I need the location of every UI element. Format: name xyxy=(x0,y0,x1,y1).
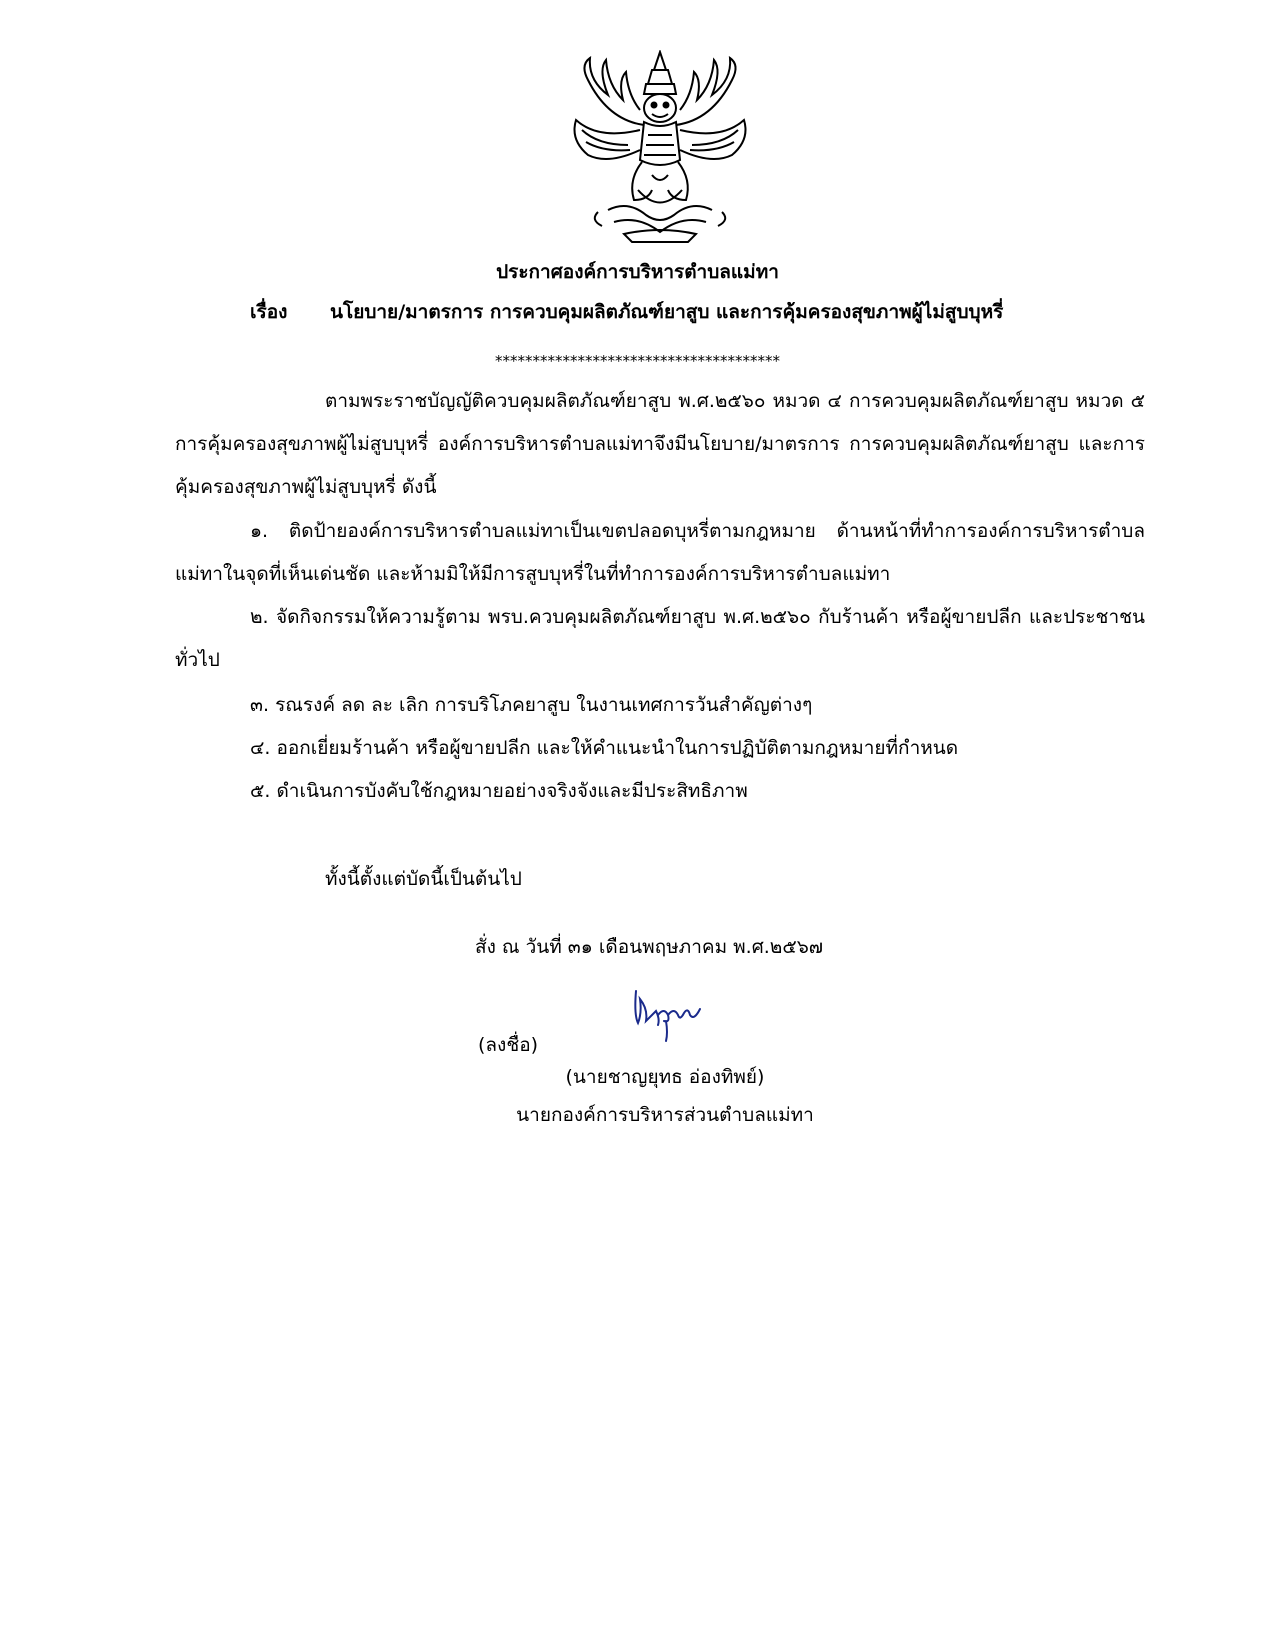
policy-item-1: ๑. ติดป้ายองค์การบริหารตำบลแม่ทาเป็นเขตปลอดบุหรี่ตามกฎหมาย ด้านหน้าที่ทำการองค์การบริหารตำบลแม่ทาในจุดที่เห็นเด่นชัด และห้ามมิให้มีการสูบบุหรี่ในที่ทำการองค์การบริหารตำบลแม่ทา xyxy=(175,520,1145,585)
intro-paragraph: ตามพระราชบัญญัติควบคุมผลิตภัณฑ์ยาสูบ พ.ศ.๒๕๖๐ หมวด ๔ การควบคุมผลิตภัณฑ์ยาสูบ หมวด ๕ การคุ้มครองสุขภาพผู้ไม่สูบบุหรี่ องค์การบริหารตำบลแม่ทาจึงมีนโยบาย/มาตรการ การควบคุมผลิตภัณฑ์ยาสูบ และการคุ้มครองสุขภาพผู้ไม่สูบบุหรี่ ดังนี้ xyxy=(175,390,1145,498)
signer-name: (นายชาญยุทธ อ่องทิพย์) xyxy=(565,1066,765,1088)
policy-item-3: ๓. รณรงค์ ลด ละ เลิก การบริโภคยาสูบ ในงานเทศการวันสำคัญต่างๆ xyxy=(250,694,813,716)
separator-stars: ************************************** xyxy=(495,352,780,370)
closing-statement: ทั้งนี้ตั้งแต่บัดนี้เป็นต้นไป xyxy=(325,868,522,890)
policy-item-2: ๒. จัดกิจกรรมให้ความรู้ตาม พรบ.ควบคุมผลิตภัณฑ์ยาสูบ พ.ศ.๒๕๖๐ กับร้านค้า หรือผู้ขายปลีก และประชาชนทั่วไป xyxy=(175,606,1145,671)
signer-position: นายกองค์การบริหารส่วนตำบลแม่ทา xyxy=(516,1104,814,1126)
sign-label: (ลงชื่อ) xyxy=(478,1034,539,1056)
issue-date: สั่ง ณ วันที่ ๓๑ เดือนพฤษภาคม พ.ศ.๒๕๖๗ xyxy=(475,936,824,958)
subject-line xyxy=(250,297,1003,327)
document-title: ประกาศองค์การบริหารตำบลแม่ทา xyxy=(496,261,779,283)
policy-item-5: ๕. ดำเนินการบังคับใช้กฎหมายอย่างจริงจังและมีประสิทธิภาพ xyxy=(250,780,748,802)
policy-item-4: ๔. ออกเยี่ยมร้านค้า หรือผู้ขายปลีก และให้คำแนะนำในการปฏิบัติตามกฎหมายที่กำหนด xyxy=(250,737,959,759)
handwritten-signature-icon xyxy=(630,985,710,1045)
garuda-emblem-icon xyxy=(568,50,753,245)
subject-label: เรื่อง xyxy=(250,301,288,323)
subject-text: นโยบาย/มาตรการ การควบคุมผลิตภัณฑ์ยาสูบ และการคุ้มครองสุขภาพผู้ไม่สูบบุหรี่ xyxy=(330,301,1004,323)
